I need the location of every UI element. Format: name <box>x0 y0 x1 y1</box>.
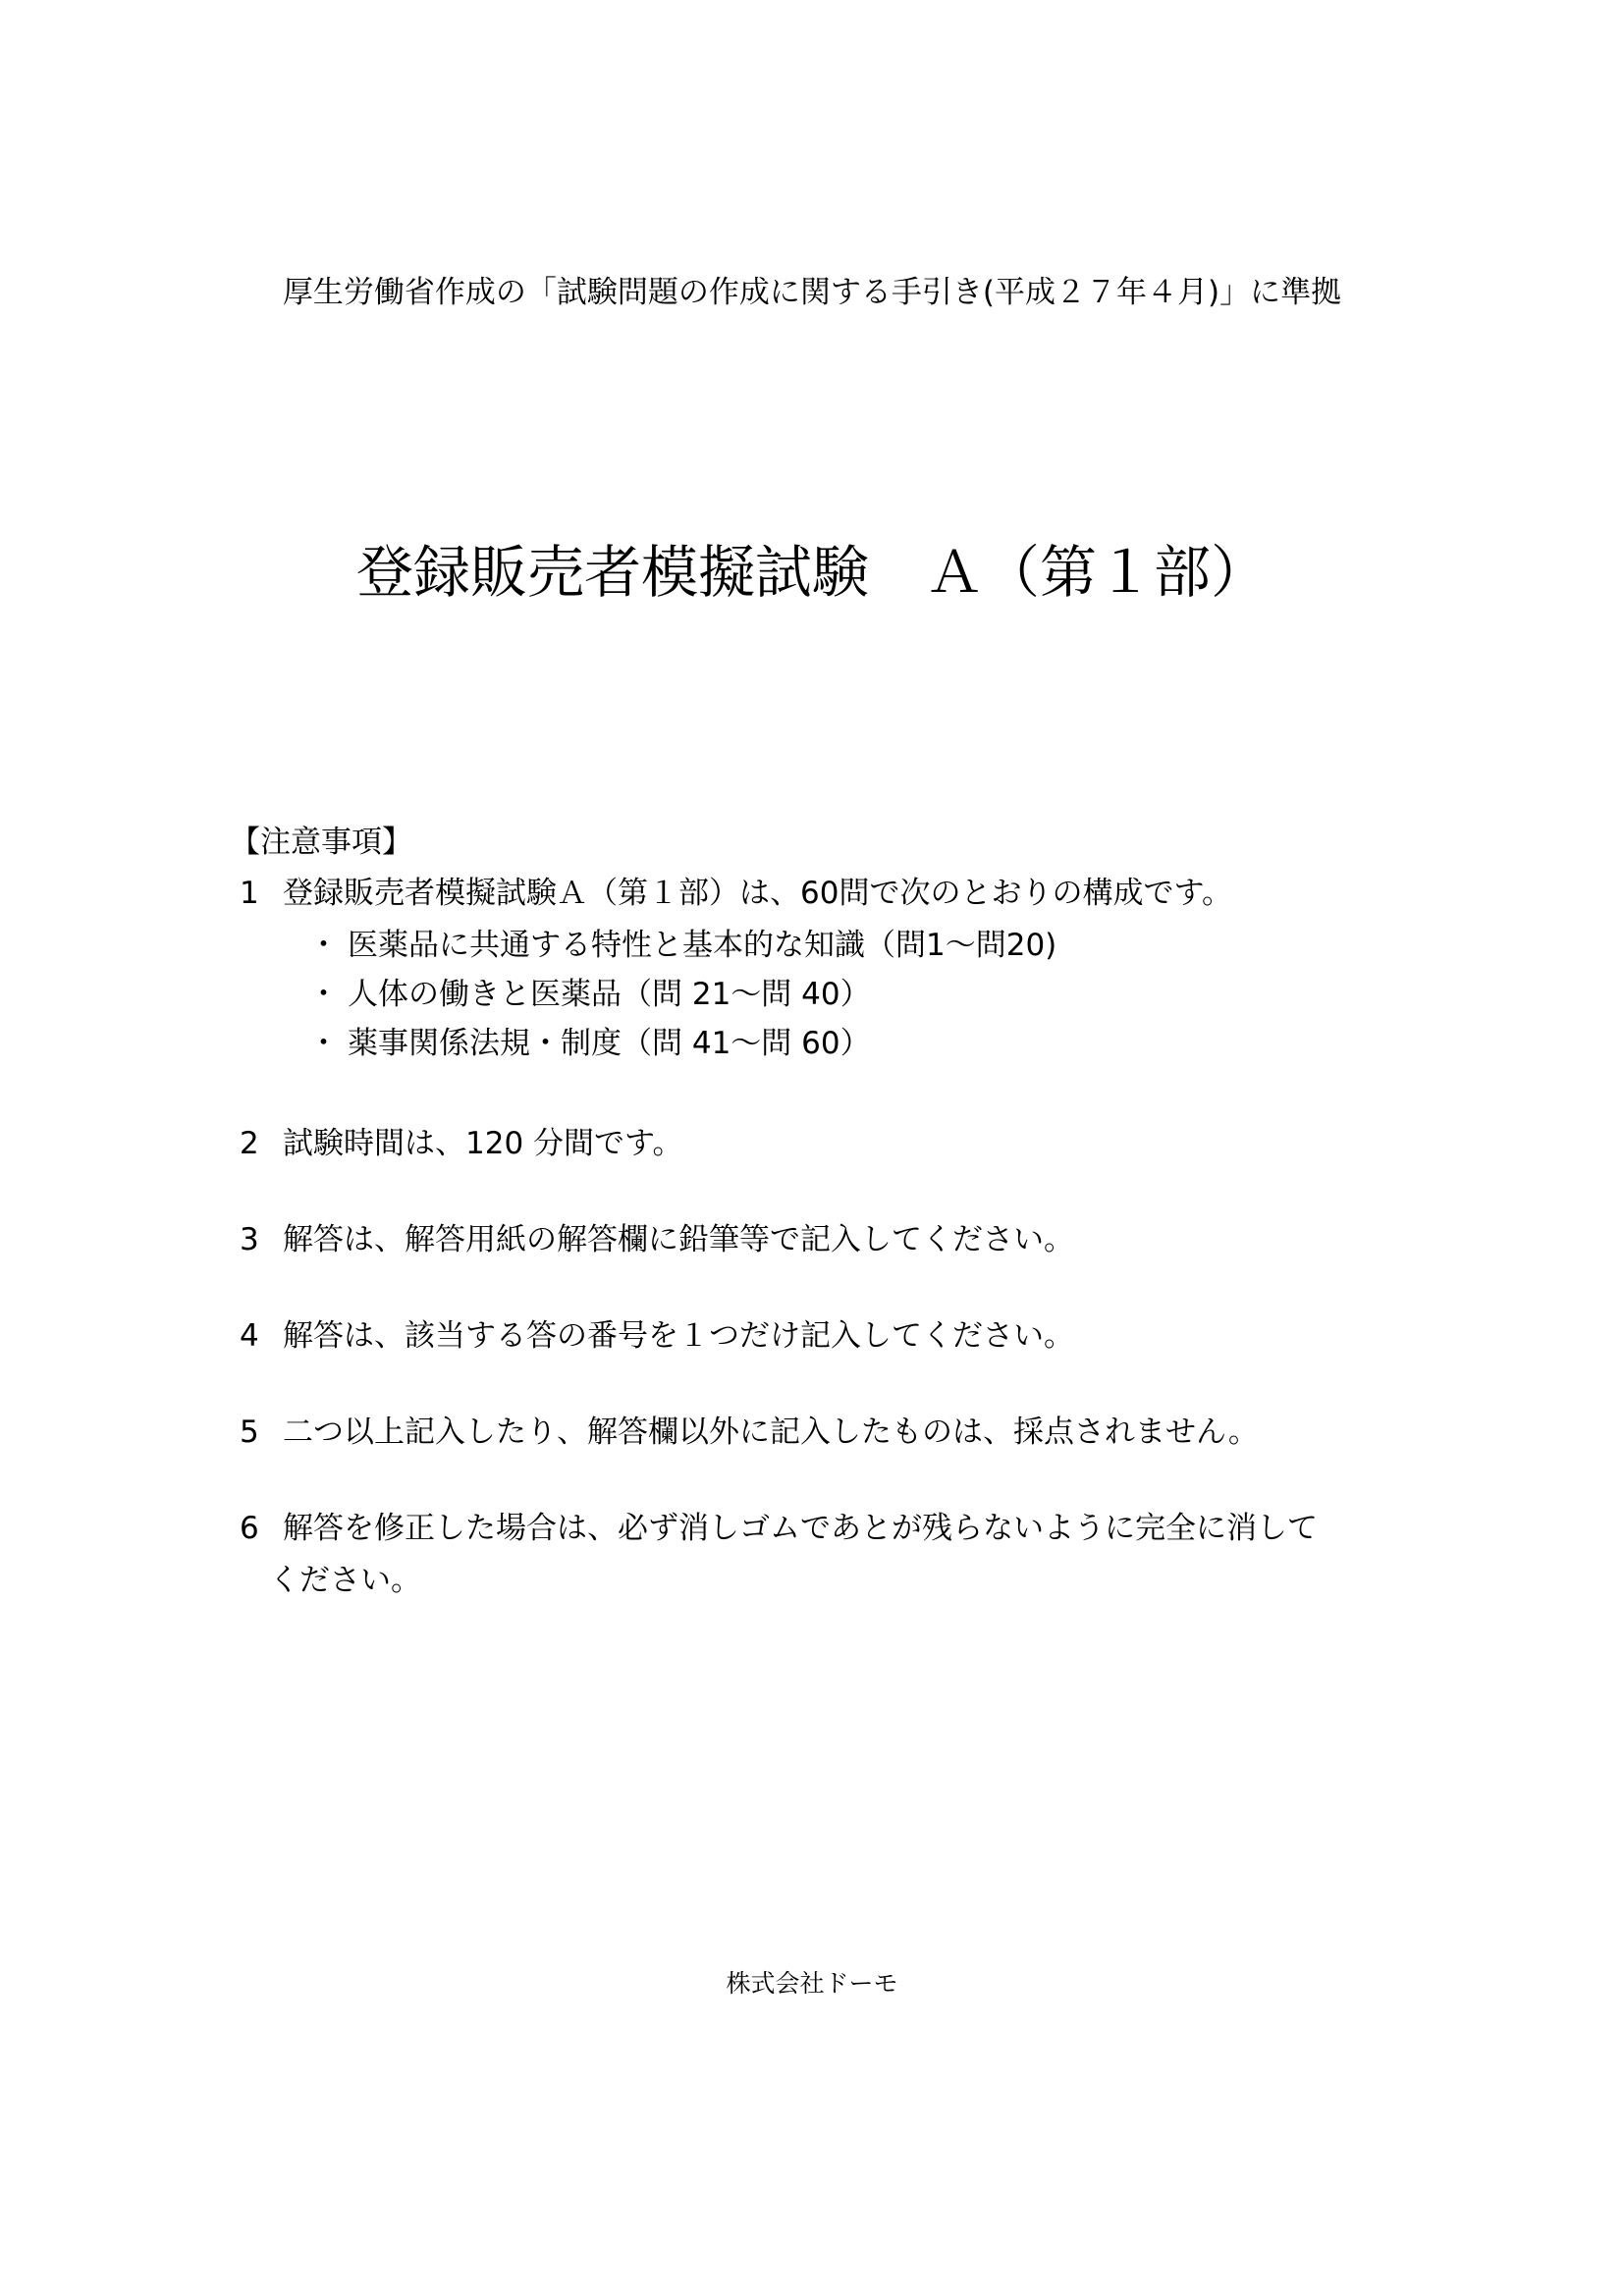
bullet-mark: ・ <box>308 928 339 963</box>
bullet-mark: ・ <box>308 977 339 1012</box>
note-bullet-2 <box>308 975 871 1014</box>
note-bullet-1 <box>308 926 1056 965</box>
note-number: 5 <box>240 1415 259 1450</box>
bullet-mark: ・ <box>308 1026 339 1061</box>
company-name: 株式会社ドーモ <box>726 1969 898 1998</box>
bullet-text: 人体の働きと医薬品（問 21～問 40） <box>348 977 871 1012</box>
note-item-2 <box>240 1119 683 1168</box>
note-text: 解答は、解答用紙の解答欄に鉛筆等で記入してください。 <box>283 1222 1074 1257</box>
note-number: 2 <box>240 1126 259 1161</box>
note-text: 解答を修正した場合は、必ず消しゴムであとが残らないように完全に消して <box>283 1511 1318 1546</box>
note-text: 二つ以上記入したり、解答欄以外に記入したものは、採点されません。 <box>283 1415 1259 1450</box>
note-item-5 <box>240 1408 1259 1457</box>
note-bullet-3 <box>308 1024 871 1063</box>
note-text: 解答は、該当する答の番号を１つだけ記入してください。 <box>283 1318 1074 1354</box>
note-text: 試験時間は、120 分間です。 <box>283 1126 683 1161</box>
note-item-6-continuation: ください。 <box>269 1563 421 1598</box>
note-item-1 <box>240 869 1232 918</box>
note-number: 4 <box>240 1318 259 1354</box>
note-number: 1 <box>240 876 259 911</box>
note-text: 登録販売者模擬試験Ａ（第１部）は、60問で次のとおりの構成です。 <box>283 876 1232 911</box>
note-item-4 <box>240 1311 1074 1361</box>
page-title: 登録販売者模擬試験 Ａ（第１部） <box>355 539 1268 606</box>
note-item-6 <box>240 1504 1318 1553</box>
bullet-text: 医薬品に共通する特性と基本的な知識（問1～問20) <box>348 928 1057 963</box>
bullet-text: 薬事関係法規・制度（問 41～問 60） <box>348 1026 871 1061</box>
note-number: 3 <box>240 1222 259 1257</box>
guideline-compliance-note: 厚生労働省作成の「試験問題の作成に関する手引き(平成２７年４月)」に準拠 <box>282 275 1342 310</box>
notes-heading: 【注意事項】 <box>230 825 412 860</box>
note-item-3 <box>240 1215 1074 1264</box>
note-number: 6 <box>240 1511 259 1546</box>
